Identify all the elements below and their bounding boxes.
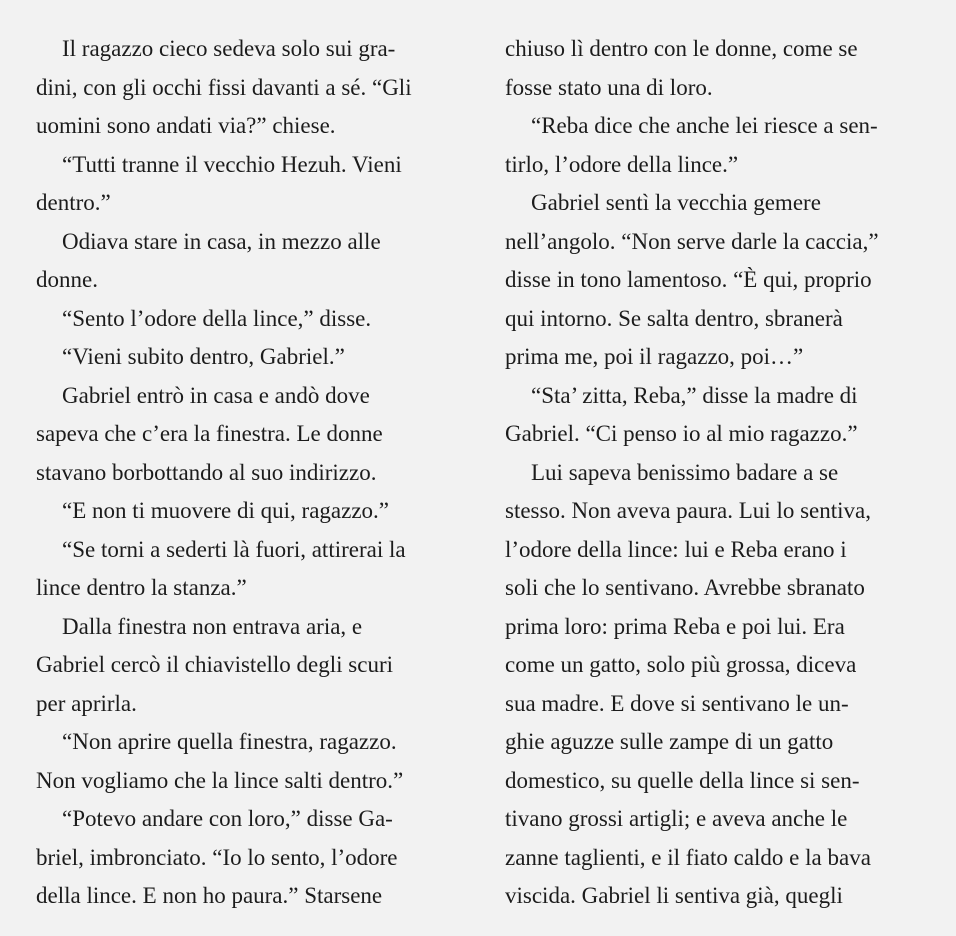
text-line: lince dentro la stanza.” xyxy=(36,575,247,600)
text-line: “Vieni subito dentro, Gabriel.” xyxy=(62,344,345,369)
text-line: “Tutti tranne il vecchio Hezuh. Vieni xyxy=(62,151,402,177)
text-line: sua madre. E dove si sentivano le un- xyxy=(505,690,849,716)
text-line: l’odore della lince: lui e Reba erano i xyxy=(505,536,847,562)
text-line: zanne taglienti, e il fiato caldo e la bava xyxy=(505,844,871,870)
text-line: come un gatto, solo più grossa, diceva xyxy=(505,652,857,677)
text-line: Dalla finestra non entrava aria, e xyxy=(62,613,363,639)
text-line: “E non ti muovere di qui, ragazzo.” xyxy=(62,498,389,523)
text-line: Lui sapeva benissimo badare a se xyxy=(531,459,839,485)
text-line: “Non aprire quella finestra, ragazzo. xyxy=(62,729,397,754)
text-line: stavano borbottando al suo indirizzo. xyxy=(36,459,377,485)
text-line: Odiava stare in casa, in mezzo alle xyxy=(62,228,381,254)
text-line: disse in tono lamentoso. “È qui, proprio xyxy=(505,267,872,292)
left-column xyxy=(36,30,451,936)
text-line: “Reba dice che anche lei riesce a sen- xyxy=(531,113,878,138)
text-line: prima me, poi il ragazzo, poi…” xyxy=(505,344,804,369)
text-line: qui intorno. Se salta dentro, sbranerà xyxy=(505,305,843,331)
text-line: domestico, su quelle della lince si sen- xyxy=(505,767,860,793)
text-line: Il ragazzo cieco sedeva solo sui gra- xyxy=(62,36,396,61)
text-line: briel, imbronciato. “Io lo sento, l’odore xyxy=(36,844,398,870)
text-line: nell’angolo. “Non serve darle la caccia,” xyxy=(505,228,879,254)
text-line: fosse stato una di loro. xyxy=(505,74,713,100)
text-line: uomini sono andati via?” chiese. xyxy=(36,113,336,138)
text-line: per aprirla. xyxy=(36,690,137,716)
text-line: Gabriel. “Ci penso io al mio ragazzo.” xyxy=(505,421,858,446)
text-line: ghie aguzze sulle zampe di un gatto xyxy=(505,729,834,754)
text-line: Gabriel cercò il chiavistello degli scuri xyxy=(36,652,394,677)
text-line: “Potevo andare con loro,” disse Ga- xyxy=(62,806,393,831)
text-line: della lince. E non ho paura.” Starsene xyxy=(36,883,383,908)
text-line: soli che lo sentivano. Avrebbe sbranato xyxy=(505,575,865,600)
text-line: chiuso lì dentro con le donne, come se xyxy=(505,36,858,61)
text-line: donne. xyxy=(36,267,98,292)
text-line: “Sta’ zitta, Reba,” disse la madre di xyxy=(531,382,858,408)
text-line: “Sento l’odore della lince,” disse. xyxy=(62,305,372,331)
text-line: tivano grossi artigli; e aveva anche le xyxy=(505,806,848,831)
text-line: sapeva che c’era la finestra. Le donne xyxy=(36,421,383,446)
right-column xyxy=(505,30,920,936)
text-line: Non vogliamo che la lince salti dentro.” xyxy=(36,767,404,793)
text-line: “Se torni a sederti là fuori, attirerai la xyxy=(62,536,406,562)
text-line: stesso. Non aveva paura. Lui lo sentiva, xyxy=(505,498,871,523)
text-line: dentro.” xyxy=(36,190,111,215)
text-line: prima loro: prima Reba e poi lui. Era xyxy=(505,613,845,639)
text-line: Gabriel entrò in casa e andò dove xyxy=(62,382,370,408)
text-line: tirlo, l’odore della lince.” xyxy=(505,151,739,177)
text-line: viscida. Gabriel li sentiva già, quegli xyxy=(505,883,843,908)
text-line: dini, con gli occhi fissi davanti a sé. “Gli xyxy=(36,74,412,100)
text-line: Gabriel sentì la vecchia gemere xyxy=(531,190,821,215)
